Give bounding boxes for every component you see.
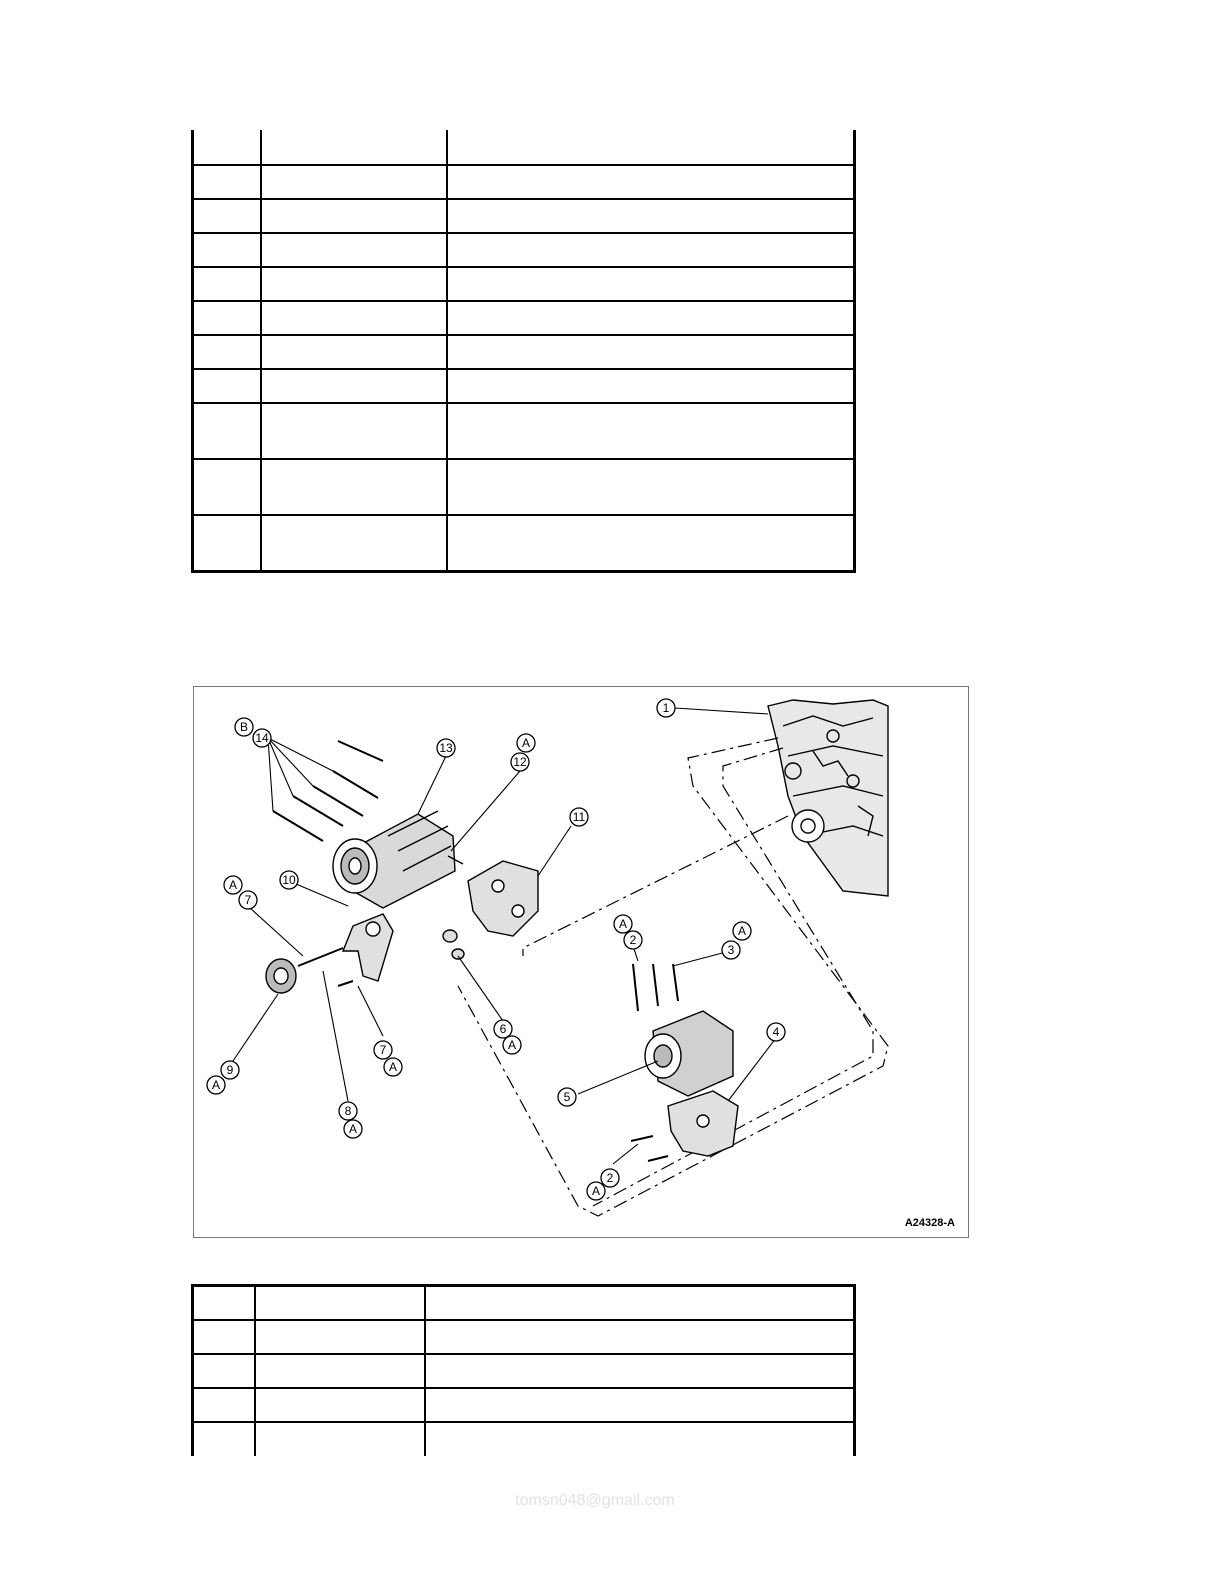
table-row xyxy=(193,165,855,199)
svg-text:A: A xyxy=(388,1060,398,1074)
svg-text:A: A xyxy=(348,1122,358,1136)
letter-a-3 xyxy=(733,922,751,940)
svg-text:2: 2 xyxy=(629,933,637,947)
callout-5 xyxy=(558,1088,576,1106)
callout-9 xyxy=(221,1061,239,1079)
letter-a-2-top xyxy=(614,915,632,933)
svg-text:1: 1 xyxy=(662,701,670,715)
table-row xyxy=(193,1354,855,1388)
svg-text:9: 9 xyxy=(226,1063,234,1077)
table-row xyxy=(193,267,855,301)
table-row xyxy=(193,1388,855,1422)
table-row xyxy=(193,1286,855,1320)
table-row xyxy=(193,369,855,403)
svg-text:A: A xyxy=(521,736,531,750)
svg-text:A: A xyxy=(618,917,628,931)
callout-10 xyxy=(280,871,298,889)
svg-text:6: 6 xyxy=(499,1022,507,1036)
svg-text:4: 4 xyxy=(772,1025,780,1039)
svg-text:A: A xyxy=(211,1078,221,1092)
letter-a-7-top xyxy=(224,876,242,894)
table-row xyxy=(193,335,855,369)
svg-text:14: 14 xyxy=(255,731,269,745)
parts-table-top xyxy=(191,130,856,573)
letter-a-9 xyxy=(207,1076,225,1094)
letter-a-12 xyxy=(517,734,535,752)
svg-text:13: 13 xyxy=(439,741,453,755)
callout-14 xyxy=(253,729,271,747)
letter-b xyxy=(235,718,253,736)
callout-8 xyxy=(339,1102,357,1120)
svg-text:7: 7 xyxy=(379,1043,387,1057)
svg-text:7: 7 xyxy=(244,893,252,907)
table-row xyxy=(193,403,855,459)
table-row xyxy=(193,301,855,335)
table-row xyxy=(193,459,855,515)
letter-a-8 xyxy=(344,1120,362,1138)
svg-text:3: 3 xyxy=(727,943,735,957)
svg-text:11: 11 xyxy=(572,810,586,824)
parts-table-bottom xyxy=(191,1284,856,1456)
callout-13 xyxy=(437,739,455,757)
table-row xyxy=(193,233,855,267)
footer-email: tomsn048@gmail.com xyxy=(515,1492,675,1509)
callout-1 xyxy=(657,699,675,717)
svg-text:8: 8 xyxy=(344,1104,352,1118)
svg-text:2: 2 xyxy=(606,1171,614,1185)
figure-id: A24328-A xyxy=(904,1217,955,1229)
callout-4 xyxy=(767,1023,785,1041)
callout-2-top xyxy=(624,931,642,949)
callout-7-bottom xyxy=(374,1041,392,1059)
callout-12 xyxy=(511,753,529,771)
svg-text:A: A xyxy=(228,878,238,892)
svg-text:B: B xyxy=(239,720,249,734)
callout-7-top xyxy=(239,891,257,909)
callout-3 xyxy=(722,941,740,959)
table-row xyxy=(193,199,855,233)
callout-11 xyxy=(570,808,588,826)
svg-text:5: 5 xyxy=(563,1090,571,1104)
svg-text:A: A xyxy=(737,924,747,938)
svg-text:10: 10 xyxy=(282,873,296,887)
callout-2-bottom xyxy=(601,1169,619,1187)
table-row xyxy=(193,130,855,165)
table-row xyxy=(193,515,855,571)
svg-text:12: 12 xyxy=(513,755,527,769)
svg-text:A: A xyxy=(507,1038,517,1052)
letter-a-7-bottom xyxy=(384,1058,402,1076)
letter-a-2-bottom xyxy=(587,1182,605,1200)
svg-text:A: A xyxy=(591,1184,601,1198)
table-row xyxy=(193,1320,855,1354)
letter-a-6 xyxy=(503,1036,521,1054)
exploded-view-diagram xyxy=(193,686,969,1238)
table-row xyxy=(193,1422,855,1456)
callout-6 xyxy=(494,1020,512,1038)
